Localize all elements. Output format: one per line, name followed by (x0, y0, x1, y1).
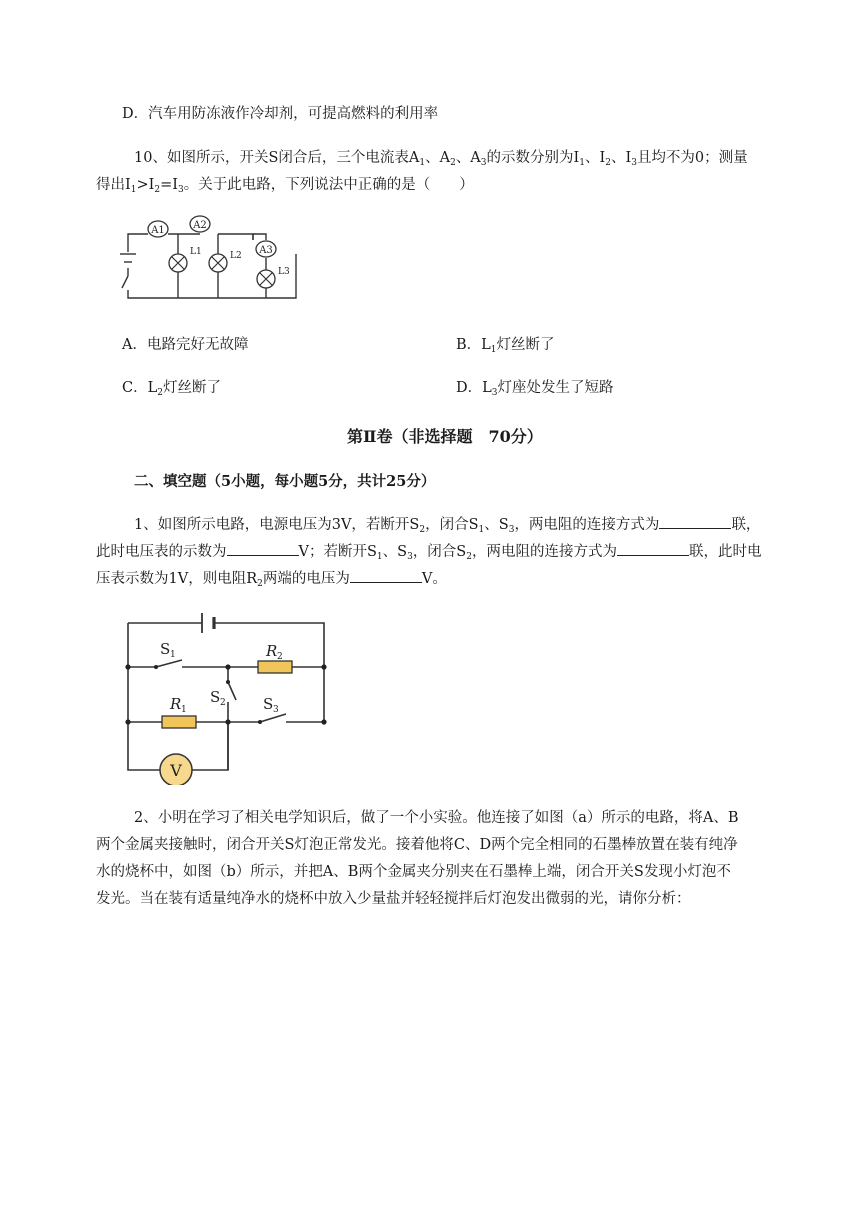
fill1-line1: 1、如图所示电路，电源电压为3V，若断开$S_2$，闭合$S_1$、$S_3$，两电阻的连接方式为 联， (134, 514, 760, 540)
fill2-line4: 发光。当在装有适量纯净水的烧杯中放入少量盐并轻轻搅拌后灯泡发出微弱的光，请你分析： (96, 891, 691, 907)
svg-text:L1: L1 (190, 247, 202, 257)
svg-text:V: V (170, 761, 182, 780)
fill2-line3: 水的烧杯中，如图（b）所示，并把A、B两个金属夹分别夹在石墨棒上端，闭合开关S发现小灯泡不 (96, 864, 731, 880)
switch-s3-label (263, 695, 279, 715)
lamp-l3 (257, 267, 290, 288)
answer-blank-4[interactable] (350, 568, 422, 583)
svg-text:1: 1 (181, 705, 187, 715)
svg-text:A3: A3 (259, 245, 273, 256)
fill2-line2: 两个金属夹接触时，闭合开关S灯泡正常发光。接着他将C、D两个完全相同的石墨棒放置在装有纯净 (96, 837, 738, 853)
resistor-r2 (258, 642, 292, 673)
svg-text:L2: L2 (230, 251, 242, 261)
ammeter-a2 (190, 216, 210, 232)
switch-s2-label (210, 688, 226, 708)
svg-text:S: S (263, 695, 274, 713)
fill1-line2: 此时电压表的示数为 V；若断开$S_1$、$S_3$，闭合$S_2$，两电阻的连接方式为 联，此时电 (96, 541, 761, 567)
q10-option-b: B．$L_1$灯丝断了 (456, 337, 555, 355)
answer-blank-1[interactable] (659, 514, 731, 529)
svg-text:R: R (266, 642, 278, 660)
svg-text:L3: L3 (278, 267, 290, 277)
lamp-l1 (169, 247, 202, 272)
svg-text:2: 2 (277, 652, 283, 662)
svg-text:3: 3 (273, 705, 279, 715)
part2-title: 第Ⅱ卷（非选择题 70分） (347, 427, 543, 446)
q10-option-a: A．电路完好无故障 (122, 337, 249, 353)
lamp-l2 (209, 251, 242, 272)
svg-text:S: S (160, 640, 171, 658)
voltmeter (160, 754, 192, 785)
q9-option-d: D．汽车用防冻液作冷却剂，可提高燃料的利用率 (122, 106, 439, 122)
svg-text:1: 1 (170, 650, 176, 660)
fill1-circuit-diagram (120, 610, 335, 785)
svg-text:R: R (170, 695, 182, 713)
q10-circuit-diagram (118, 212, 300, 304)
fill1-line3: 压表示数为1V，则电阻$R_2$两端的电压为 V。 (96, 568, 447, 594)
svg-text:A2: A2 (193, 220, 207, 231)
switch-s1-label (160, 640, 176, 660)
svg-text:2: 2 (220, 698, 226, 708)
q10-stem-line1: 10、如图所示，开关S闭合后，三个电流表$A_1$、$A_2$、$A_3$的示数分别为$I_1$、$I_2$、$I_3$且均不为0；测量 (134, 150, 748, 168)
answer-blank-2[interactable] (227, 541, 299, 556)
section-title: 二、填空题（5小题，每小题5分，共计25分） (134, 473, 436, 490)
ammeter-a1 (148, 221, 168, 237)
svg-text:A1: A1 (151, 225, 165, 236)
fill2-line1: 2、小明在学习了相关电学知识后，做了一个小实验。他连接了如图（a）所示的电路，将A、B (134, 810, 739, 826)
q10-option-c: C．$L_2$灯丝断了 (122, 380, 221, 398)
q10-option-d: D．$L_3$灯座处发生了短路 (456, 380, 614, 398)
q10-stem-line2: 得出$I_1>I_2=I_3$。关于此电路，下列说法中正确的是（ ） (96, 177, 474, 195)
svg-text:S: S (210, 688, 221, 706)
ammeter-a3 (256, 241, 276, 257)
answer-blank-3[interactable] (617, 541, 689, 556)
resistor-r1 (162, 695, 196, 728)
